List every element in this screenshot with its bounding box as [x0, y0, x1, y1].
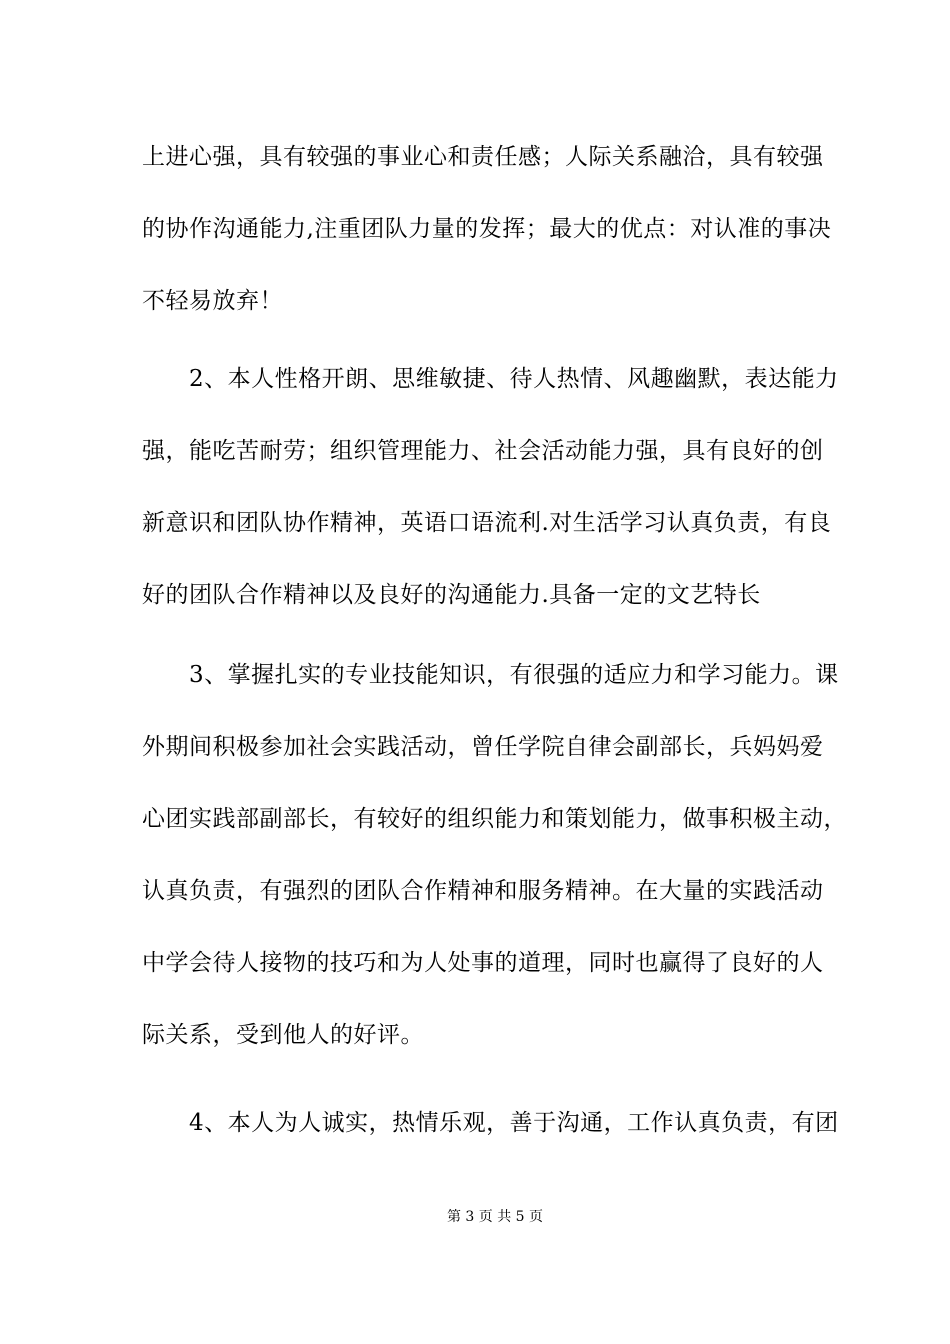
text-line: 外期间积极参加社会实践活动，曾任学院自律会副部长，兵妈妈爱 — [142, 734, 824, 760]
text-line: 2、本人性格开朗、思维敏捷、待人热情、风趣幽默，表达能力 — [142, 366, 839, 392]
text-line: 新意识和团队协作精神，英语口语流利.对生活学习认真负责，有良 — [142, 510, 832, 536]
text-line: 不轻易放弃！ — [142, 288, 283, 314]
page-footer: 第 3 页 共 5 页 — [446, 1209, 544, 1225]
text-line: 4、本人为人诚实，热情乐观，善于沟通，工作认真负责，有团 — [142, 1110, 839, 1136]
text-line: 认真负责，有强烈的团队合作精神和服务精神。在大量的实践活动 — [142, 878, 824, 904]
text-line: 3、掌握扎实的专业技能知识，有很强的适应力和学习能力。课 — [142, 662, 839, 688]
text-line: 上进心强，具有较强的事业心和责任感；人际关系融洽，具有较强 — [142, 144, 824, 170]
text-line: 的协作沟通能力,注重团队力量的发挥；最大的优点：对认准的事决 — [142, 216, 832, 242]
text-line: 强，能吃苦耐劳；组织管理能力、社会活动能力强，具有良好的创 — [142, 438, 824, 464]
text-line: 中学会待人接物的技巧和为人处事的道理，同时也赢得了良好的人 — [142, 950, 824, 976]
text-line: 好的团队合作精神以及良好的沟通能力.具备一定的文艺特长 — [142, 582, 761, 608]
text-line: 心团实践部副部长，有较好的组织能力和策划能力，做事积极主动， — [142, 806, 847, 832]
text-line: 际关系，受到他人的好评。 — [142, 1022, 424, 1048]
